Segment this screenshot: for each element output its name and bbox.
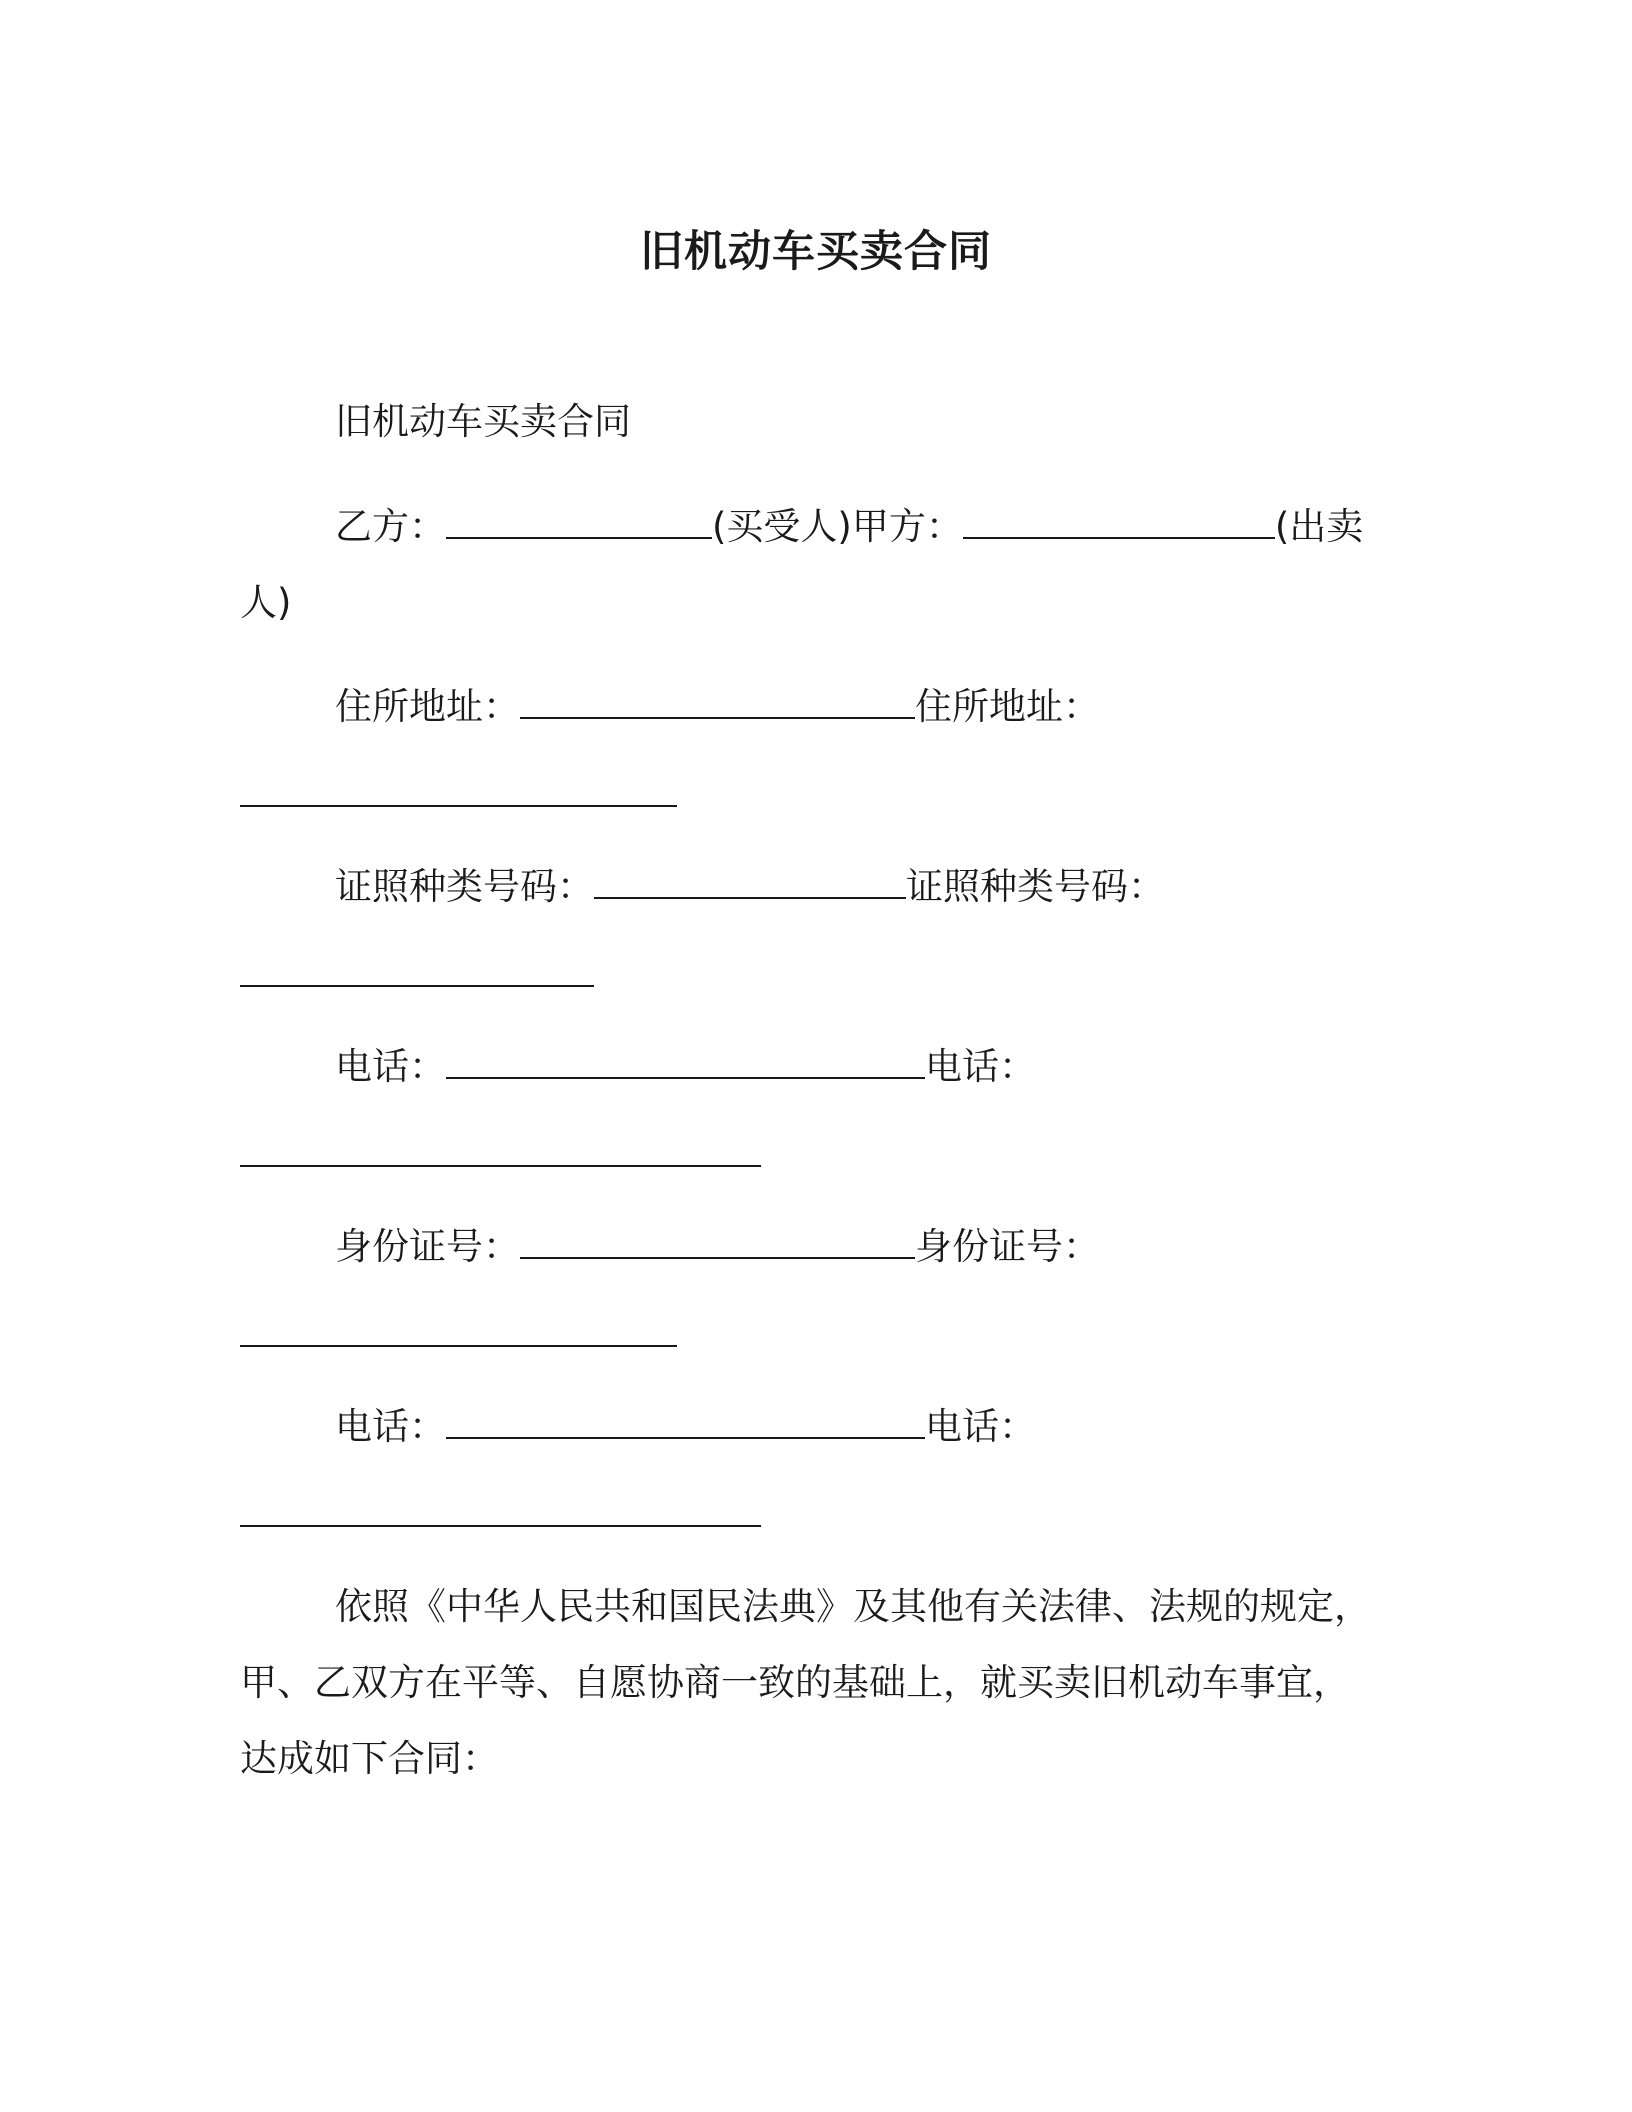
license-label-left: 证照种类号码：: [335, 865, 594, 908]
address-blank-right[interactable]: [240, 805, 677, 807]
parties-line: [335, 503, 1363, 551]
phone-blank-right-2[interactable]: [240, 1525, 761, 1527]
buyer-note: (买受人): [712, 505, 852, 548]
preamble-line-3: 达成如下合同：: [240, 1737, 499, 1780]
phone-blank-left-1[interactable]: [446, 1047, 925, 1079]
seller-note-continued: 人): [240, 581, 292, 624]
address-label-left: 住所地址：: [335, 685, 520, 728]
id-number-line: [335, 1223, 1100, 1271]
phone-blank-left-2[interactable]: [446, 1407, 925, 1439]
address-blank-left[interactable]: [520, 687, 915, 719]
license-label-right: 证照种类号码：: [906, 865, 1165, 908]
preamble-line-1: 依照《中华人民共和国民法典》及其他有关法律、法规的规定，: [335, 1585, 1371, 1628]
phone-label-left-2: 电话：: [335, 1405, 446, 1448]
address-line: [335, 683, 1100, 731]
buyer-label: 乙方：: [335, 505, 446, 548]
phone-label-right-1: 电话：: [925, 1045, 1036, 1088]
license-blank-right[interactable]: [240, 985, 594, 987]
id-label-left: 身份证号：: [335, 1225, 520, 1268]
document-subtitle: 旧机动车买卖合同: [335, 400, 631, 443]
id-blank-left[interactable]: [520, 1227, 915, 1259]
buyer-name-blank[interactable]: [446, 507, 712, 539]
document-title: 旧机动车买卖合同: [640, 227, 992, 277]
seller-note: (出卖: [1274, 505, 1364, 548]
preamble-line-2: 甲、乙双方在平等、自愿协商一致的基础上，就买卖旧机动车事宜，: [240, 1661, 1350, 1704]
seller-name-blank[interactable]: [963, 507, 1275, 539]
phone-label-left-1: 电话：: [335, 1045, 446, 1088]
id-label-right: 身份证号：: [915, 1225, 1100, 1268]
license-line: [335, 863, 1165, 911]
seller-label: 甲方：: [851, 505, 963, 548]
phone-blank-right-1[interactable]: [240, 1165, 761, 1167]
id-blank-right[interactable]: [240, 1345, 677, 1347]
phone-line-2: [335, 1403, 1036, 1451]
phone-line-1: [335, 1043, 1036, 1091]
phone-label-right-2: 电话：: [925, 1405, 1036, 1448]
license-blank-left[interactable]: [594, 867, 906, 899]
address-label-right: 住所地址：: [915, 685, 1100, 728]
